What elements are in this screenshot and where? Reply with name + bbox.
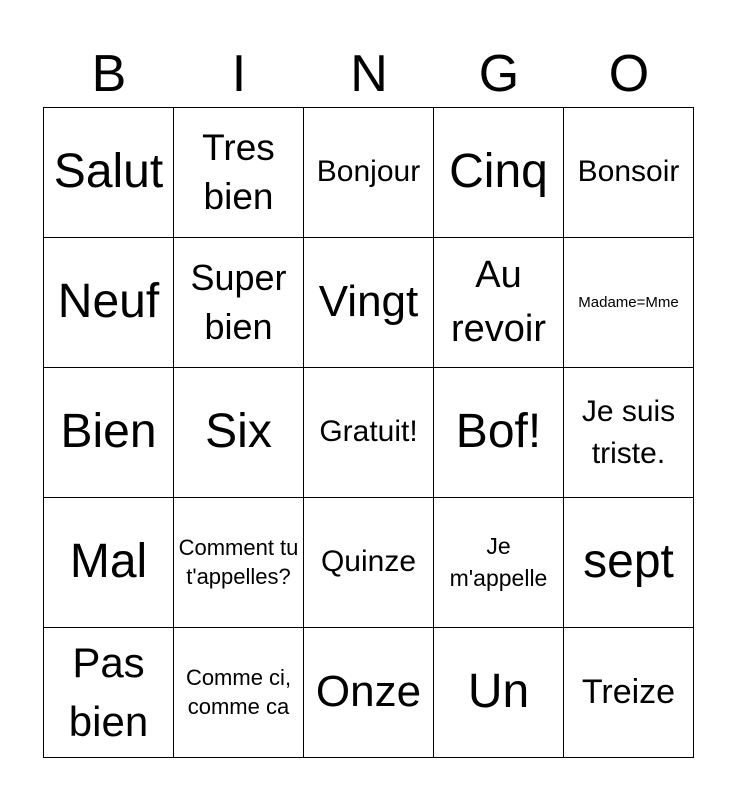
cell-label: Je m'appelle [449, 533, 548, 591]
bingo-cell[interactable] [174, 238, 304, 368]
bingo-cell[interactable] [434, 628, 564, 758]
cell-label: sept [583, 535, 674, 589]
bingo-cell[interactable] [434, 108, 564, 238]
bingo-cell[interactable] [564, 238, 694, 368]
cell-label: Super bien [190, 256, 287, 347]
bingo-header [44, 40, 694, 108]
cell-label: Je suis triste. [581, 394, 676, 470]
bingo-cell[interactable] [304, 498, 434, 628]
cell-label: Bonsoir [577, 155, 680, 189]
cell-label: Quinze [320, 545, 417, 579]
cell-label: Cinq [449, 145, 548, 199]
header-letter-b: B [91, 45, 127, 103]
cell-label: Six [205, 405, 272, 459]
cell-label: Neuf [57, 275, 160, 329]
bingo-cell[interactable] [564, 108, 694, 238]
header-letter-n: N [350, 45, 388, 103]
bingo-cell[interactable] [174, 368, 304, 498]
bingo-cell[interactable] [174, 628, 304, 758]
cell-label: Bof! [455, 405, 542, 459]
bingo-cell[interactable] [304, 238, 434, 368]
bingo-cell[interactable] [304, 108, 434, 238]
bingo-cell[interactable] [174, 498, 304, 628]
bingo-cell[interactable] [434, 368, 564, 498]
bingo-cell[interactable] [174, 108, 304, 238]
bingo-cell[interactable] [564, 498, 694, 628]
bingo-cell[interactable] [304, 628, 434, 758]
bingo-cell[interactable] [564, 368, 694, 498]
bingo-cell[interactable] [304, 368, 434, 498]
bingo-cell[interactable] [44, 108, 174, 238]
bingo-cell[interactable] [44, 498, 174, 628]
header-letter-o: O [608, 45, 650, 103]
cell-label: Comme ci, comme ca [185, 664, 292, 719]
cell-label: Mal [69, 535, 148, 589]
cell-label: Madame=Mme [578, 293, 679, 311]
bingo-cell[interactable] [44, 238, 174, 368]
cell-label: Treize [581, 672, 676, 711]
cell-label: Au revoir [450, 254, 547, 350]
bingo-cell[interactable] [434, 498, 564, 628]
bingo-board [43, 107, 694, 758]
cell-label: Tres bien [202, 127, 275, 217]
cell-label: Pas bien [68, 638, 149, 745]
cell-label: Un [467, 665, 530, 719]
header-letter-i: I [231, 45, 247, 103]
cell-label: Comment tu t'appelles? [178, 534, 299, 589]
bingo-cell[interactable] [564, 628, 694, 758]
cell-label: Onze [315, 667, 422, 717]
bingo-cell[interactable] [44, 628, 174, 758]
cell-label: Gratuit! [319, 415, 418, 449]
cell-label: Vingt [318, 277, 419, 327]
cell-label: Salut [53, 145, 164, 199]
cell-label: Bien [60, 405, 157, 459]
bingo-cell[interactable] [44, 368, 174, 498]
cell-label: Bonjour [316, 155, 421, 189]
header-letter-g: G [478, 45, 520, 103]
bingo-cell[interactable] [434, 238, 564, 368]
